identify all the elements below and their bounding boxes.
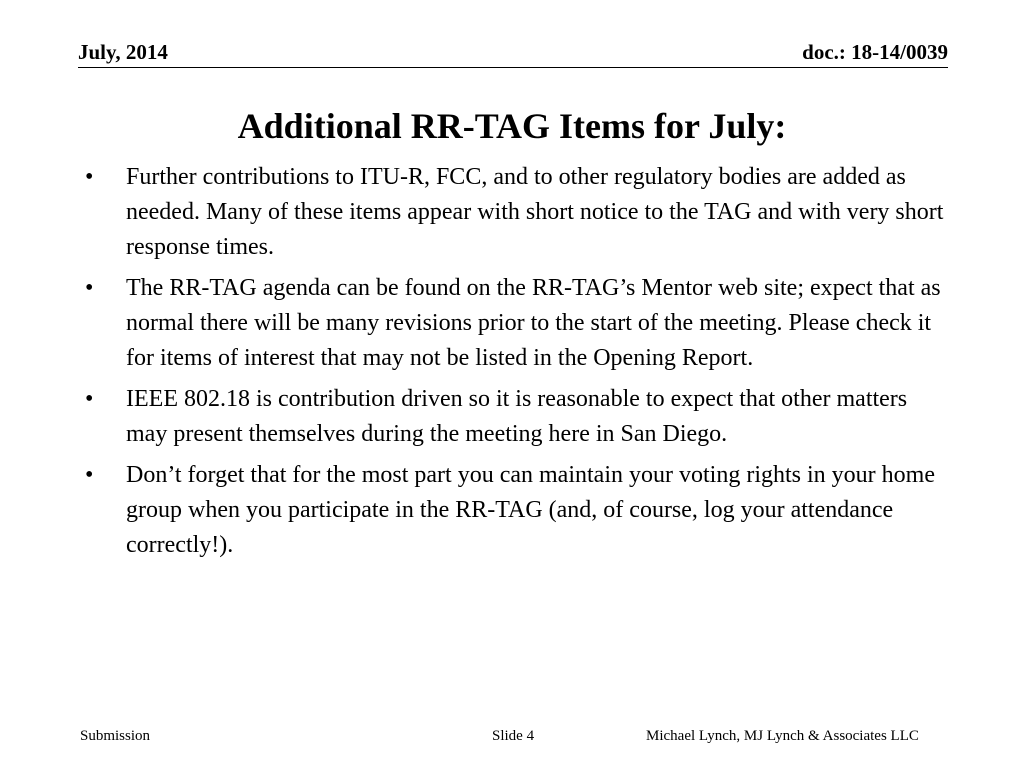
footer-slide-number: Slide 4 [492, 728, 535, 744]
bullet-text: IEEE 802.18 is contribution driven so it is reasonable to expect that other matters may present themselves during the meeting here in San Diego. [126, 386, 908, 447]
header-date: July, 2014 [78, 40, 168, 64]
footer-author: Michael Lynch, MJ Lynch & Associates LLC [646, 728, 919, 744]
bullet-item [82, 458, 948, 563]
bullet-text: Further contributions to ITU-R, FCC, and to other regulatory bodies are added as needed. Many of these items appear with short notice to the TAG and with very short response times. [126, 164, 944, 260]
bullet-list [82, 160, 948, 569]
bullet-text: Don’t forget that for the most part you can maintain your voting rights in your home group when you participate in the RR-TAG (and, of course, log your attendance correctly!). [126, 462, 935, 558]
bullet-icon: • [85, 275, 94, 301]
header-doc-id: doc.: 18-14/0039 [802, 40, 948, 64]
bullet-item [82, 271, 948, 376]
footer-submission: Submission [80, 728, 151, 744]
bullet-item [82, 382, 948, 452]
bullet-icon: • [85, 462, 94, 488]
header-divider [78, 67, 948, 68]
bullet-icon: • [85, 164, 94, 190]
slide-title: Additional RR-TAG Items for July: [237, 106, 787, 146]
bullet-text: The RR-TAG agenda can be found on the RR-TAG’s Mentor web site; expect that as normal there will be many revisions prior to the start of the meeting. Please check it for items of interest that may not be listed in the Opening Report. [126, 275, 941, 371]
bullet-icon: • [85, 386, 94, 412]
bullet-item [82, 160, 948, 265]
